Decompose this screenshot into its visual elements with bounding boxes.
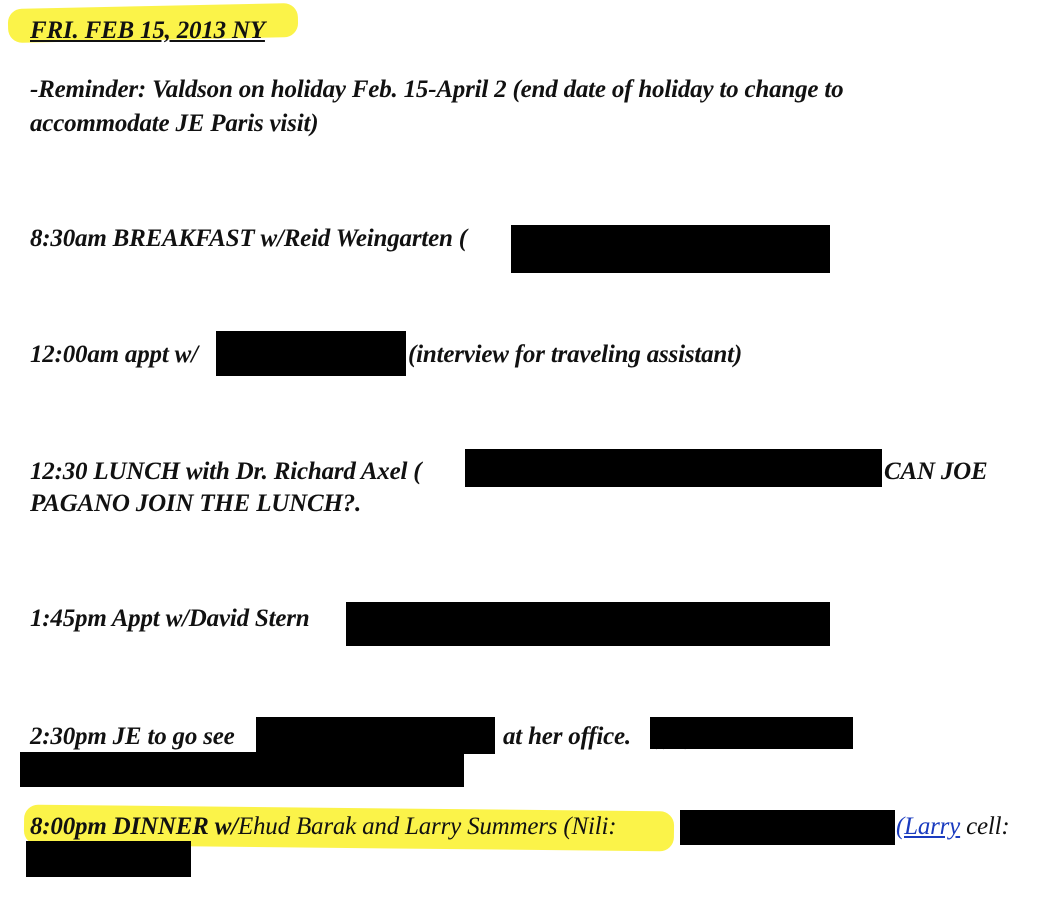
larry-link[interactable]: (Larry [896, 813, 961, 840]
entry-dinner-contact [896, 811, 1010, 843]
entry-breakfast: 8:30am BREAKFAST w/Reid Weingarten ( [30, 225, 467, 252]
redaction-block [346, 602, 830, 646]
reminder-line-2: accommodate JE Paris visit) [30, 110, 319, 137]
entry-lunch-suffix: CAN JOE [884, 458, 988, 485]
entry-lunch: 12:30 LUNCH with Dr. Richard Axel ( [30, 458, 422, 485]
redaction-block [511, 225, 830, 273]
entry-appt: 12:00am appt w/ [30, 341, 198, 368]
entry-stern: 1:45pm Appt w/David Stern [30, 605, 310, 632]
entry-je-visit-suffix: at her office. [503, 723, 631, 750]
entry-appt-suffix: (interview for traveling assistant) [408, 341, 742, 368]
entry-je-visit: 2:30pm JE to go see [30, 723, 235, 750]
entry-dinner-guests: Ehud Barak and Larry Summers (Nili: [237, 813, 617, 840]
redaction-block [20, 752, 464, 787]
entry-dinner [30, 811, 616, 843]
reminder-line-1: -Reminder: Valdson on holiday Feb. 15-April 2 (end date of holiday to change to [30, 76, 844, 103]
redaction-block [216, 331, 406, 376]
redaction-block [680, 810, 895, 845]
redaction-block [465, 449, 882, 487]
entry-lunch-line-2: PAGANO JOIN THE LUNCH?. [30, 490, 362, 517]
redaction-block [650, 717, 853, 749]
redaction-block [26, 841, 191, 877]
entry-dinner-cell-label: cell: [960, 813, 1010, 840]
entry-dinner-time: 8:00pm DINNER w/ [30, 813, 238, 840]
redaction-block [256, 717, 495, 754]
date-heading: FRI. FEB 15, 2013 NY [30, 17, 265, 44]
